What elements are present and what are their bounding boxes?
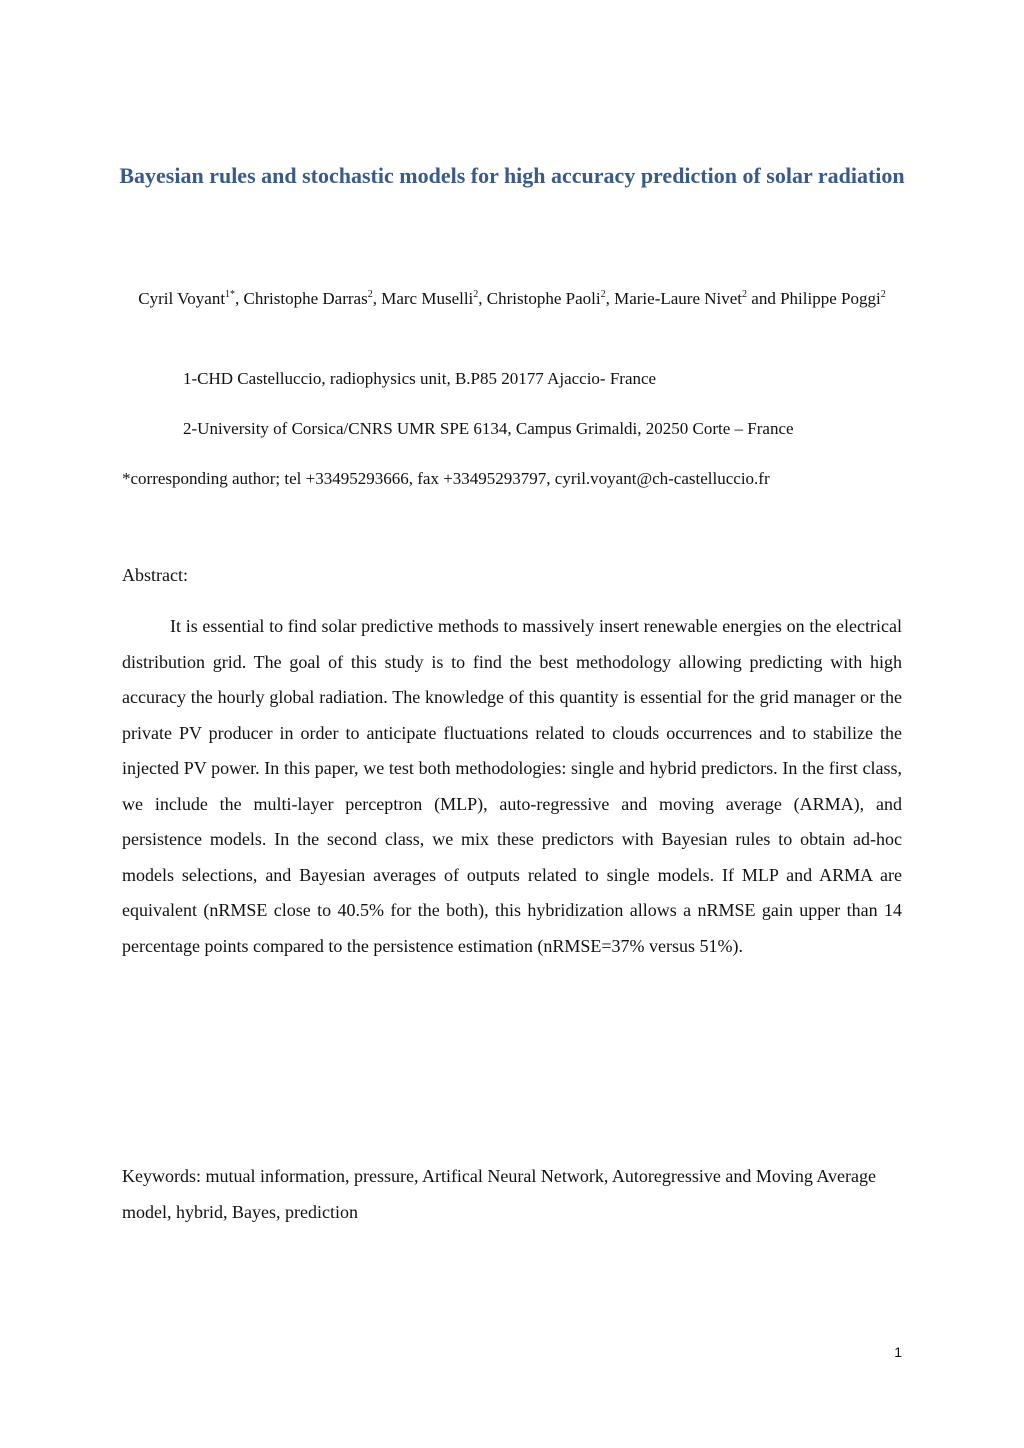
author-affiliation-mark: 2 (880, 289, 886, 300)
author-separator: , (235, 289, 244, 308)
author-separator: and (747, 289, 781, 308)
author-name: Christophe Darras (243, 289, 368, 308)
author-affiliation-mark: 2 (600, 289, 606, 300)
author-name: Marc Muselli (381, 289, 474, 308)
keywords: Keywords: mutual information, pressure, Artifical Neural Network, Autoregressive and Moving Average model, hybrid, Bayes, prediction (122, 1166, 876, 1222)
paper-title: Bayesian rules and stochastic models for high accuracy prediction of solar radiation (119, 163, 905, 188)
affiliation-1: 1-CHD Castelluccio, radiophysics unit, B.P85 20177 Ajaccio- France (183, 369, 657, 388)
author-separator: , (372, 289, 382, 308)
abstract-text: It is essential to find solar predictive methods to massively insert renewable energies on the electrical distribution grid. The goal of this study is to find the best methodology allowing predicting with high accuracy the hourly global radiation. The knowledge of this quantity is essential for the grid manager or the private PV producer in order to anticipate fluctuations related to clouds occurrences and to stabilize the injected PV power. In this paper, we test both methodologies: single and hybrid predictors. In the first class, we include the multi-layer perceptron (MLP), auto-regressive and moving average (ARMA), and persistence models. In the second class, we mix these predictors with Bayesian rules to obtain ad-hoc models selections, and Bayesian averages of outputs related to single models. If MLP and ARMA are equivalent (nRMSE close to 40.5% for the both), this hybridization allows a nRMSE gain upper than 14 percentage points compared to the persistence estimation (nRMSE=37% versus 51%). (122, 616, 902, 956)
author-affiliation-mark: 2 (367, 289, 373, 300)
author-affiliation-mark: 2 (473, 289, 479, 300)
affiliation-2: 2-University of Corsica/CNRS UMR SPE 6134, Campus Grimaldi, 20250 Corte – France (183, 419, 794, 438)
author-affiliation-mark: 2 (742, 289, 748, 300)
page-number: 1 (894, 1344, 902, 1360)
corresponding-author: *corresponding author; tel +33495293666, fax +33495293797, cyril.voyant@ch-castelluccio.fr (122, 469, 770, 488)
author-affiliation-mark: 1* (225, 289, 236, 300)
author-separator: , (605, 289, 615, 308)
abstract-heading: Abstract: (122, 565, 188, 585)
author-name: Cyril Voyant (138, 289, 226, 308)
author-name: Christophe Paoli (486, 289, 601, 308)
author-name: Marie-Laure Nivet (614, 289, 743, 308)
author-separator: , (478, 289, 487, 308)
author-name: Philippe Poggi (780, 289, 881, 308)
author-list (110, 283, 914, 317)
